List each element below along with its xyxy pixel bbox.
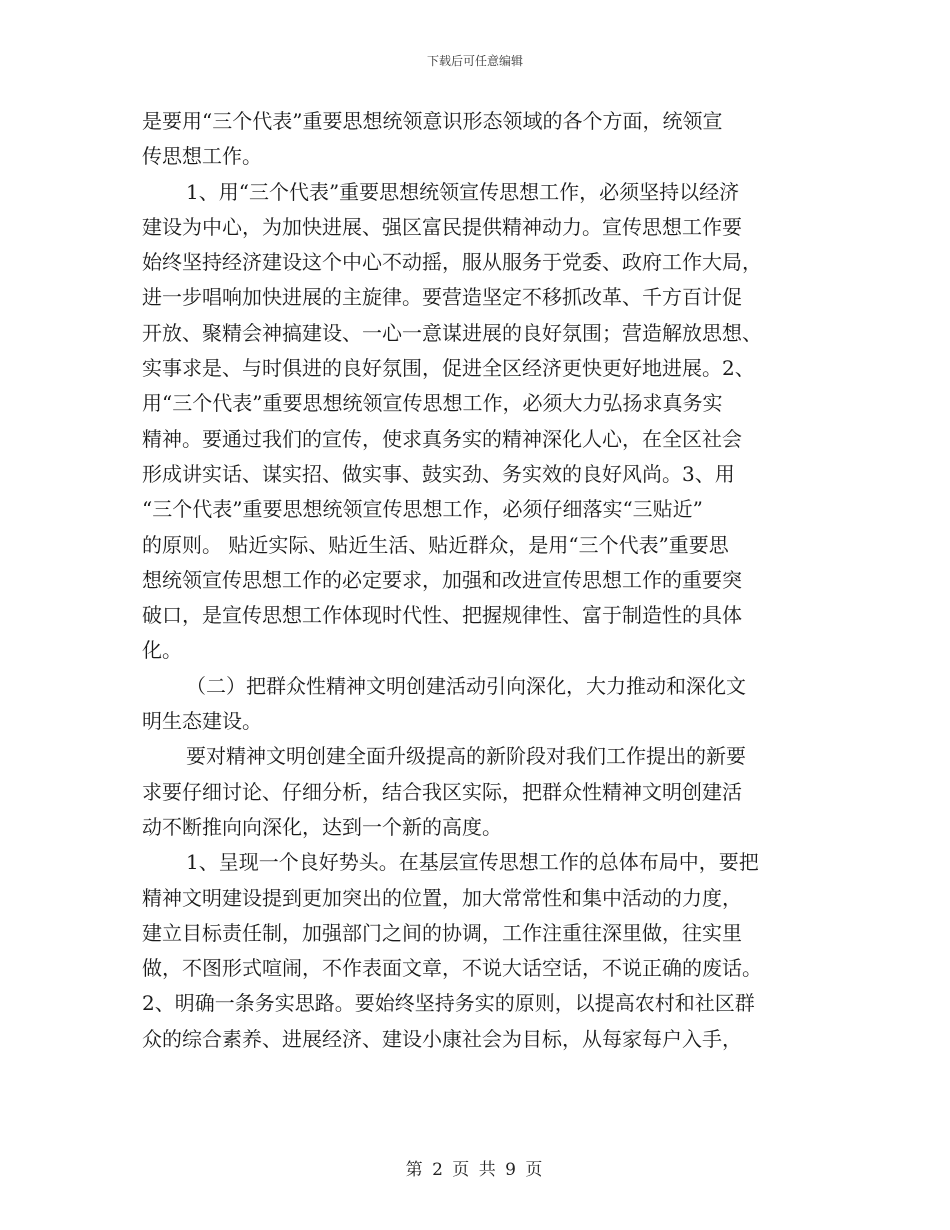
- text-line: 化。: [142, 638, 182, 663]
- text-line: 做，不图形式喧闹，不作表面文章，不说大话空话，不说正确的废话。: [142, 956, 762, 981]
- text-line: 始终坚持经济建设这个中心不动摇，服从服务于党委、政府工作大局，: [142, 250, 762, 275]
- page-number: 第 2 页 共 9 页: [405, 1160, 545, 1180]
- text-line: 破口，是宣传思想工作体现时代性、把握规律性、富于制造性的具体: [142, 603, 742, 628]
- page-header: 下载后可任意编辑: [426, 54, 523, 68]
- text-line: 形成讲实话、谋实招、做实事、鼓实劲、务实效的良好风尚。3、用: [142, 461, 735, 486]
- text-line: “三个代表”重要思想统领宣传思想工作，必须仔细落实“三贴近”: [142, 497, 703, 522]
- text-line: 众的综合素养、进展经济、建设小康社会为目标，从每家每户入手，: [142, 1026, 742, 1051]
- text-line: 求要仔细讨论、仔细分析，结合我区实际，把群众性精神文明创建活: [142, 779, 742, 804]
- text-line: 1、呈现一个良好势头。在基层宣传思想工作的总体布局中，要把: [186, 850, 759, 875]
- text-line: 建设为中心，为加快进展、强区富民提供精神动力。宣传思想工作要: [142, 214, 742, 239]
- text-line: 精神文明建设提到更加突出的位置，加大常常性和集中活动的力度，: [142, 885, 742, 910]
- text-line: 用“三个代表”重要思想统领宣传思想工作，必须大力弘扬求真务实: [142, 391, 723, 416]
- text-line: 传思想工作。: [142, 144, 262, 169]
- text-line: 的原则。 贴近实际、贴近生活、贴近群众，是用“三个代表”重要思: [142, 532, 729, 557]
- text-line: 建立目标责任制，加强部门之间的协调，工作注重往深里做，往实里: [142, 920, 742, 945]
- section-heading: （二）把群众性精神文明创建活动引向深化，大力推动和深化文: [186, 673, 746, 698]
- text-line: 明生态建设。: [142, 709, 262, 734]
- text-line: 是要用“三个代表”重要思想统领意识形态领域的各个方面，统领宣: [142, 109, 723, 133]
- document-body: [142, 104, 810, 1057]
- text-line: 动不断推向向深化，达到一个新的高度。: [142, 814, 502, 839]
- text-line: 2、明确一条务实思路。要始终坚持务实的原则，以提高农村和社区群: [142, 991, 755, 1016]
- text-line: 1、用“三个代表”重要思想统领宣传思想工作，必须坚持以经济: [186, 179, 740, 204]
- text-line: 进一步唱响加快进展的主旋律。要营造坚定不移抓改革、千方百计促: [142, 285, 742, 310]
- text-line: 精神。要通过我们的宣传，使求真务实的精神深化人心，在全区社会: [142, 426, 742, 451]
- text-line: 想统领宣传思想工作的必定要求，加强和改进宣传思想工作的重要突: [142, 567, 742, 592]
- text-line: 实事求是、与时俱进的良好氛围，促进全区经济更快更好地进展。2、: [142, 356, 755, 381]
- text-line: 要对精神文明创建全面升级提高的新阶段对我们工作提出的新要: [186, 744, 746, 769]
- text-line: 开放、聚精会神搞建设、一心一意谋进展的良好氛围；营造解放思想、: [142, 320, 762, 345]
